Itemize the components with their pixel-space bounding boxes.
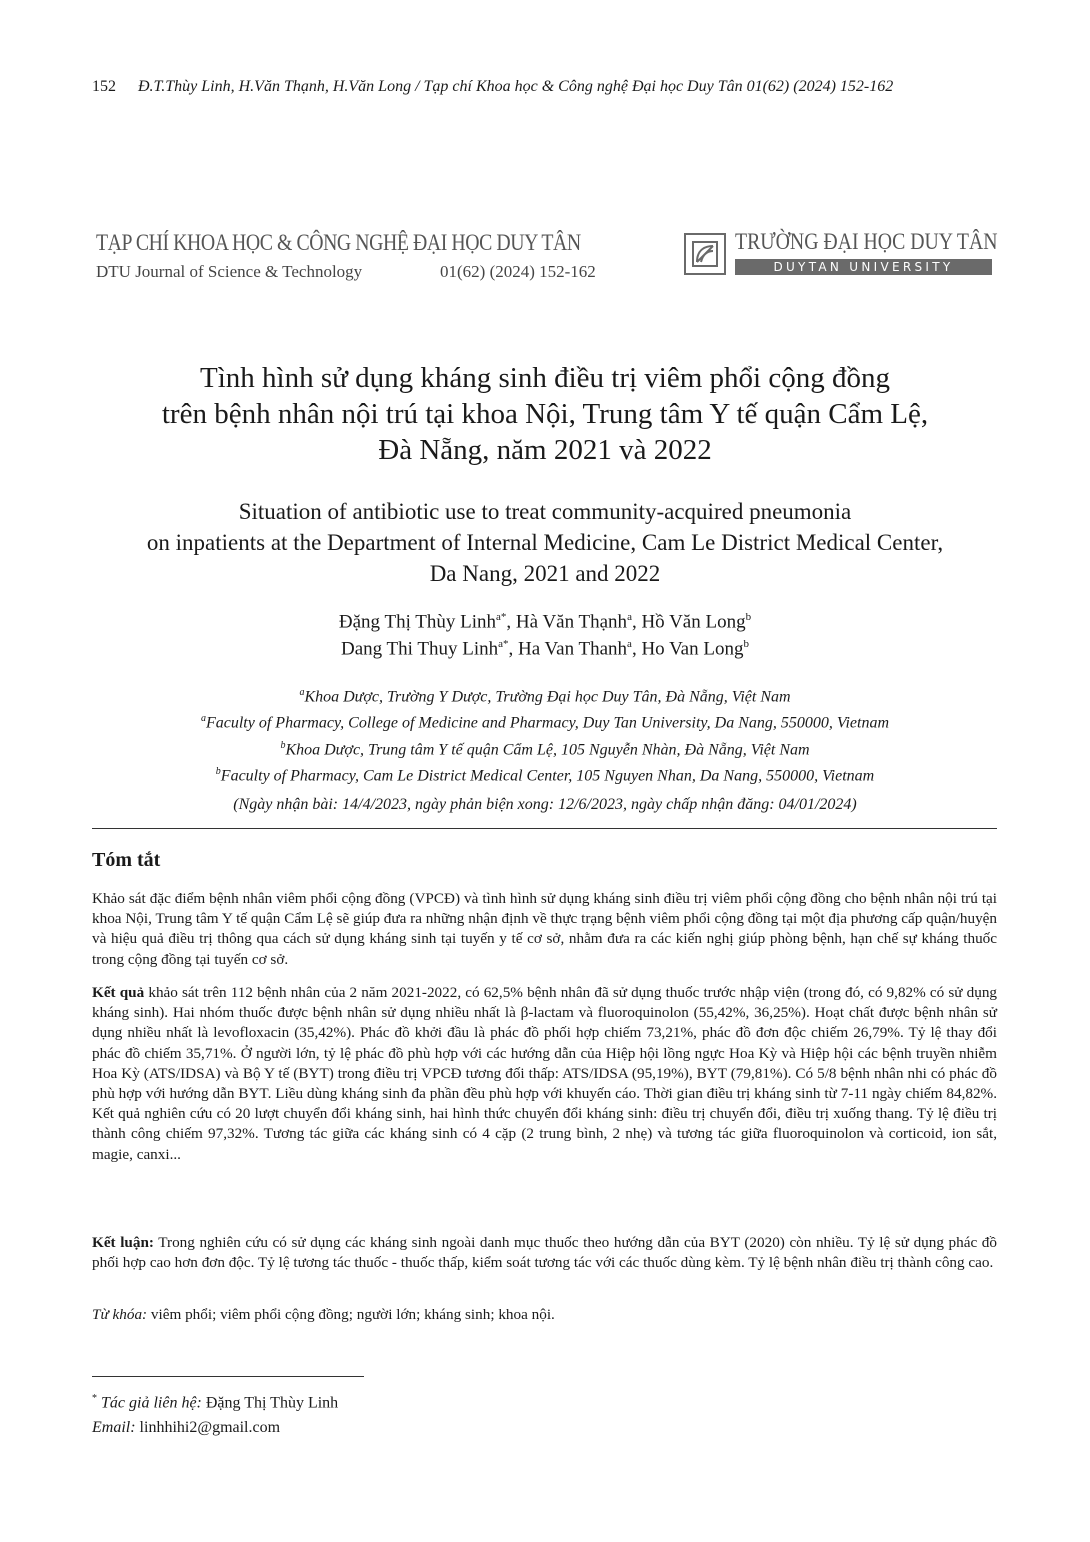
affiliations: [0, 682, 1090, 787]
author-name: Hà Văn Thạnh: [515, 611, 628, 633]
keywords-text: viêm phổi; viêm phổi cộng đồng; người lớn; kháng sinh; khoa nội.: [147, 1306, 555, 1323]
abstract-conclusion: [92, 1233, 997, 1273]
author-name: Hồ Văn Long: [641, 611, 746, 633]
university-name-en: DUYTAN UNIVERSITY: [735, 259, 992, 275]
title-en-line: on inpatients at the Department of Internal Medicine, Cam Le District Medical Center,: [146, 530, 944, 555]
author-separator: ,: [506, 611, 516, 633]
divider: [92, 828, 997, 829]
author-affiliation-mark: a: [627, 638, 632, 650]
affiliation-line: [0, 682, 1090, 708]
author-affiliation-mark: b: [745, 611, 752, 623]
affiliation-text: Faculty of Pharmacy, Cam Le District Medical Center, 105 Nguyen Nhan, Da Nang, 550000, Vietnam: [220, 767, 875, 785]
corresponding-author-label: Tác giả liên hệ:: [101, 1394, 202, 1412]
affiliation-mark: b: [215, 765, 221, 777]
authors-en: [0, 631, 1090, 662]
author-affiliation-mark: a*: [498, 638, 509, 650]
affiliation-line: [0, 708, 1090, 734]
running-header-text: Đ.T.Thùy Linh, H.Văn Thạnh, H.Văn Long / Tạp chí Khoa học & Công nghệ Đại học Duy Tân 01(62) (2024) 152-162: [138, 78, 894, 95]
title-vn-line: trên bệnh nhân nội trú tại khoa Nội, Trung tâm Y tế quận Cẩm Lệ,: [161, 398, 929, 430]
title-vn-line: Đà Nẵng, năm 2021 và 2022: [378, 434, 712, 466]
author-separator: ,: [631, 638, 642, 660]
affiliation-text: Khoa Dược, Trường Y Dược, Trường Đại học Duy Tân, Đà Nẵng, Việt Nam: [304, 688, 791, 706]
abstract-heading: Tóm tắt: [92, 849, 161, 871]
conclusion-label: Kết luận:: [92, 1234, 154, 1251]
footnote: [92, 1386, 338, 1440]
university-logo-icon: [684, 233, 726, 275]
results-label: Kết quả: [92, 984, 145, 1001]
author-name: Dang Thi Thuy Linh: [341, 638, 499, 660]
author-separator: ,: [508, 638, 518, 660]
affiliation-mark: b: [280, 739, 286, 751]
email-address: linhhihi2@gmail.com: [135, 1419, 281, 1437]
title-vn: [0, 360, 1090, 468]
page-number: 152: [92, 78, 116, 95]
email-label: Email:: [92, 1419, 136, 1437]
footnote-mark: *: [92, 1393, 97, 1404]
keywords-label: Từ khóa:: [92, 1306, 148, 1323]
affiliation-text: Khoa Dược, Trung tâm Y tế quận Cẩm Lệ, 105 Nguyễn Nhàn, Đà Nẵng, Việt Nam: [285, 740, 810, 758]
title-en: [0, 496, 1090, 589]
affiliation-text: Faculty of Pharmacy, College of Medicine and Pharmacy, Duy Tan University, Da Nang, 550000, Vietnam: [205, 714, 889, 732]
title-en-line: Situation of antibiotic use to treat community-acquired pneumonia: [238, 499, 852, 524]
title-en-line: Da Nang, 2021 and 2022: [429, 561, 661, 586]
running-header: [92, 78, 992, 96]
author-affiliation-mark: a: [627, 611, 632, 623]
author-affiliation-mark: a*: [496, 611, 507, 623]
affiliation-mark: a: [299, 687, 305, 698]
footnote-divider: [92, 1376, 364, 1377]
abstract-results: [92, 983, 997, 1165]
conclusion-text: Trong nghiên cứu có sử dụng các kháng sinh ngoài danh mục thuốc theo hướng dẫn của BYT (2020) còn nhiều. Tỷ lệ sử dụng phác đồ phối hợp cao hơn đơn độc. Tỷ lệ tương tác thuốc - thuốc thấp, kiểm soát tương tác với các thuốc dùng kèm. Tỷ lệ bệnh nhân điều trị thành công cao.: [92, 1234, 997, 1272]
abstract-intro: Khảo sát đặc điểm bệnh nhân viêm phổi cộng đồng (VPCĐ) và tình hình sử dụng kháng sinh điều trị viêm phổi cộng đồng cho bệnh nhân nội trú tại khoa Nội, Trung tâm Y tế quận Cẩm Lệ sẽ giúp đưa ra những nhận định về thực trạng bệnh viêm phổi cộng đồng tại một địa phương cấp quận/huyện và hiệu quả điều trị thông qua cách sử dụng kháng sinh tại tuyến y tế cơ sở, nhằm đưa ra các kiến nghị giúp phòng bệnh, hạn chế sự kháng thuốc trong cộng đồng tại tuyến cơ sở.: [92, 890, 997, 968]
journal-title-en: DTU Journal of Science & Technology: [96, 262, 363, 281]
results-text: khảo sát trên 112 bệnh nhân của 2 năm 2021-2022, có 62,5% bệnh nhân đã sử dụng thuốc trước nhập viện (trong đó, có 9,82% có sử dụng kháng sinh). Hai nhóm thuốc được bệnh nhân sử dụng nhiều nhất là β-lactam và fluoroquinolon (55,42%, 36,25%). Hoạt chất được bệnh nhân sử dụng nhiều nhất là levofloxacin (35,42%). Phác đồ khởi đầu là phác đồ phối hợp chiếm 73,21%, phác đồ đơn độc chiếm 26,79%. Tỷ lệ thay đổi phác đồ chiếm 35,71%. Ở người lớn, tỷ lệ phác đồ phù hợp với các hướng dẫn của Hiệp hội lồng ngực Hoa Kỳ và Hiệp hội các bệnh truyền nhiễm Hoa Kỳ (ATS/IDSA) và Bộ Y tế (BYT) trong điều trị VPCĐ tương đối thấp: ATS/IDSA (95,19%), BYT (79,81%). Có 5/8 bệnh nhân nhi có phác đồ phù hợp với hướng dẫn BYT. Liều dùng kháng sinh đa phần đều phù hợp với khuyến cáo. Thời gian điều trị kháng sinh từ 7-11 ngày chiếm 84,82%. Kết quả nghiên cứu có 20 lượt chuyển đổi kháng sinh, hai hình thức chuyển đổi kháng sinh: điều trị chuyển đổi, điều trị xuống thang. Tỷ lệ điều trị thành công chiếm 97,32%. Tương tác giữa các kháng sinh có 4 cặp (2 trung bình, 2 nhẹ) và tương tác giữa fluoroquinolon và corticoid, ion sắt, magie, canxi...: [92, 984, 998, 1163]
author-separator: ,: [631, 611, 642, 633]
author-name: Ha Van Thanh: [517, 638, 628, 660]
journal-volume: 01(62) (2024) 152-162: [440, 262, 596, 281]
university-name-vn: TRƯỜNG ĐẠI HỌC DUY TÂN: [735, 229, 998, 254]
author-name: Ho Van Long: [641, 638, 744, 660]
affiliation-line: [0, 761, 1090, 787]
author-name: Đặng Thị Thùy Linh: [338, 611, 496, 633]
affiliation-mark: a: [200, 713, 206, 725]
author-affiliation-mark: b: [743, 638, 749, 650]
author-email: [92, 1415, 338, 1440]
journal-title-vn: TẠP CHÍ KHOA HỌC & CÔNG NGHỆ ĐẠI HỌC DUY TÂN: [96, 230, 581, 255]
submission-dates: (Ngày nhận bài: 14/4/2023, ngày phản biện xong: 12/6/2023, ngày chấp nhận đăng: 04/01/2024): [233, 796, 857, 813]
title-vn-line: Tình hình sử dụng kháng sinh điều trị viêm phổi cộng đồng: [200, 362, 890, 394]
keywords: [92, 1305, 997, 1325]
corresponding-author: [92, 1386, 338, 1415]
corresponding-author-name: Đặng Thị Thùy Linh: [201, 1394, 339, 1412]
affiliation-line: [0, 735, 1090, 761]
